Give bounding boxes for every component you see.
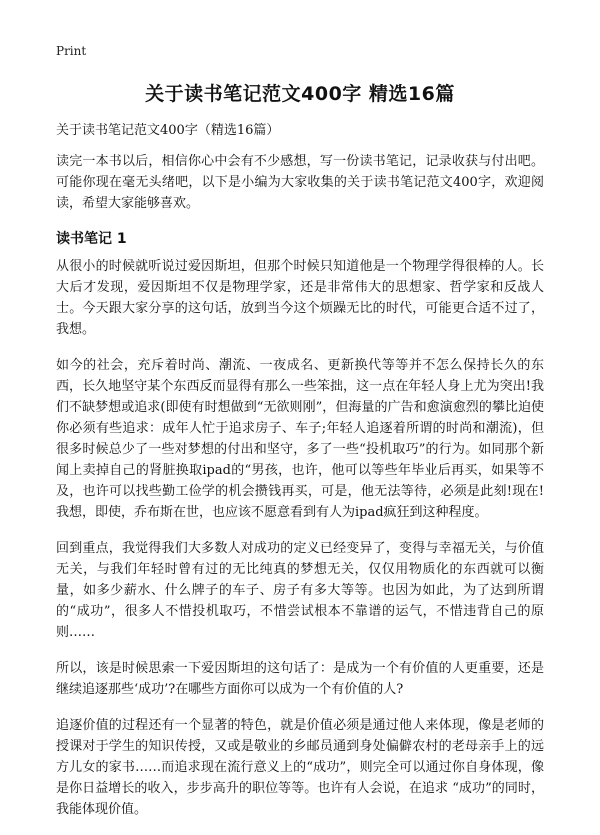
print-label: Print xyxy=(56,44,87,58)
body-paragraph-3: 回到重点，我觉得我们大多数人对成功的定义已经变异了，变得与幸福无关，与价值无关，与我们年轻时曾有过的无比纯真的梦想无关，仅仅用物质化的东西就可以衡量，如多少薪水、什么牌子的车子、房子有多大等等。也因为如此，为了达到所谓的“成功”，很多人不惜投机取巧，不惜尝试根本不靠谱的运气，不惜违背自己的原则…… xyxy=(56,541,544,640)
body-paragraph-5: 追逐价值的过程还有一个显著的特色，就是价值必须是通过他人来体现，像是老师的授课对于学生的知识传授，又或是敬业的乡邮员通到身处偏僻农村的老母亲手上的远方儿女的家书……而追求现在流行意义上的“成功”，则完全可以通过你自身体现，像是你日益增长的收入，步步高升的职位等等。也许有人会说，在追求 “成功”的同时，我能体现价值。 xyxy=(56,718,544,817)
body-paragraph-1: 从很小的时候就听说过爱因斯坦，但那个时候只知道他是一个物理学得很棒的人。长大后才发现，爱因斯坦不仅是物理学家，还是非常伟大的思想家、哲学家和反战人士。今天跟大家分享的这句话，放到当今这个烦躁无比的时代，可能更合适不过了，我想。 xyxy=(56,259,544,337)
intro-paragraph: 读完一本书以后，相信你心中会有不少感想，写一份读书笔记，记录收获与付出吧。可能你现在毫无头绪吧，以下是小编为大家收集的关于读书笔记范文400字，欢迎阅读，希望大家能够喜欢。 xyxy=(56,154,544,211)
document-subtitle: 关于读书笔记范文400字（精选16篇） xyxy=(56,123,280,138)
document-body xyxy=(56,120,544,835)
section-heading: 读书笔记 1 xyxy=(56,231,127,247)
body-paragraph-2: 如今的社会，充斥着时尚、潮流、一夜成名、更新换代等等并不怎么保持长久的东西，长久地坚守某个东西反而显得有那么一些笨拙，这一点在年轻人身上尤为突出!我们不缺梦想或追求(即使有时想做到“无欲则刚”，但海量的广告和愈演愈烈的攀比迫使你必须有些追求：成年人忙于追求房子、车子;年轻人追逐着所谓的时尚和潮流)，但很多时候总少了一些对梦想的付出和坚守，多了一些“投机取巧”的行为。如同那个新闻上卖掉自己的肾脏换取ipad的“男孩，也许，他可以等些年毕业后再买，如果等不及，也许可以找些勤工俭学的机会攒钱再买，可是，他无法等待，必须是此刻!现在!我想，即使，乔布斯在世，也应该不愿意看到有人为ipad疯狂到这种程度。 xyxy=(56,358,544,520)
body-paragraph-4: 所以，该是时候思索一下爱因斯坦的这句话了：是成为一个有价值的人更重要，还是继续追逐那些‘成功’?在哪些方面你可以成为一个有价值的人? xyxy=(56,661,544,697)
document-title: 关于读书笔记范文400字 精选16篇 xyxy=(145,83,455,105)
